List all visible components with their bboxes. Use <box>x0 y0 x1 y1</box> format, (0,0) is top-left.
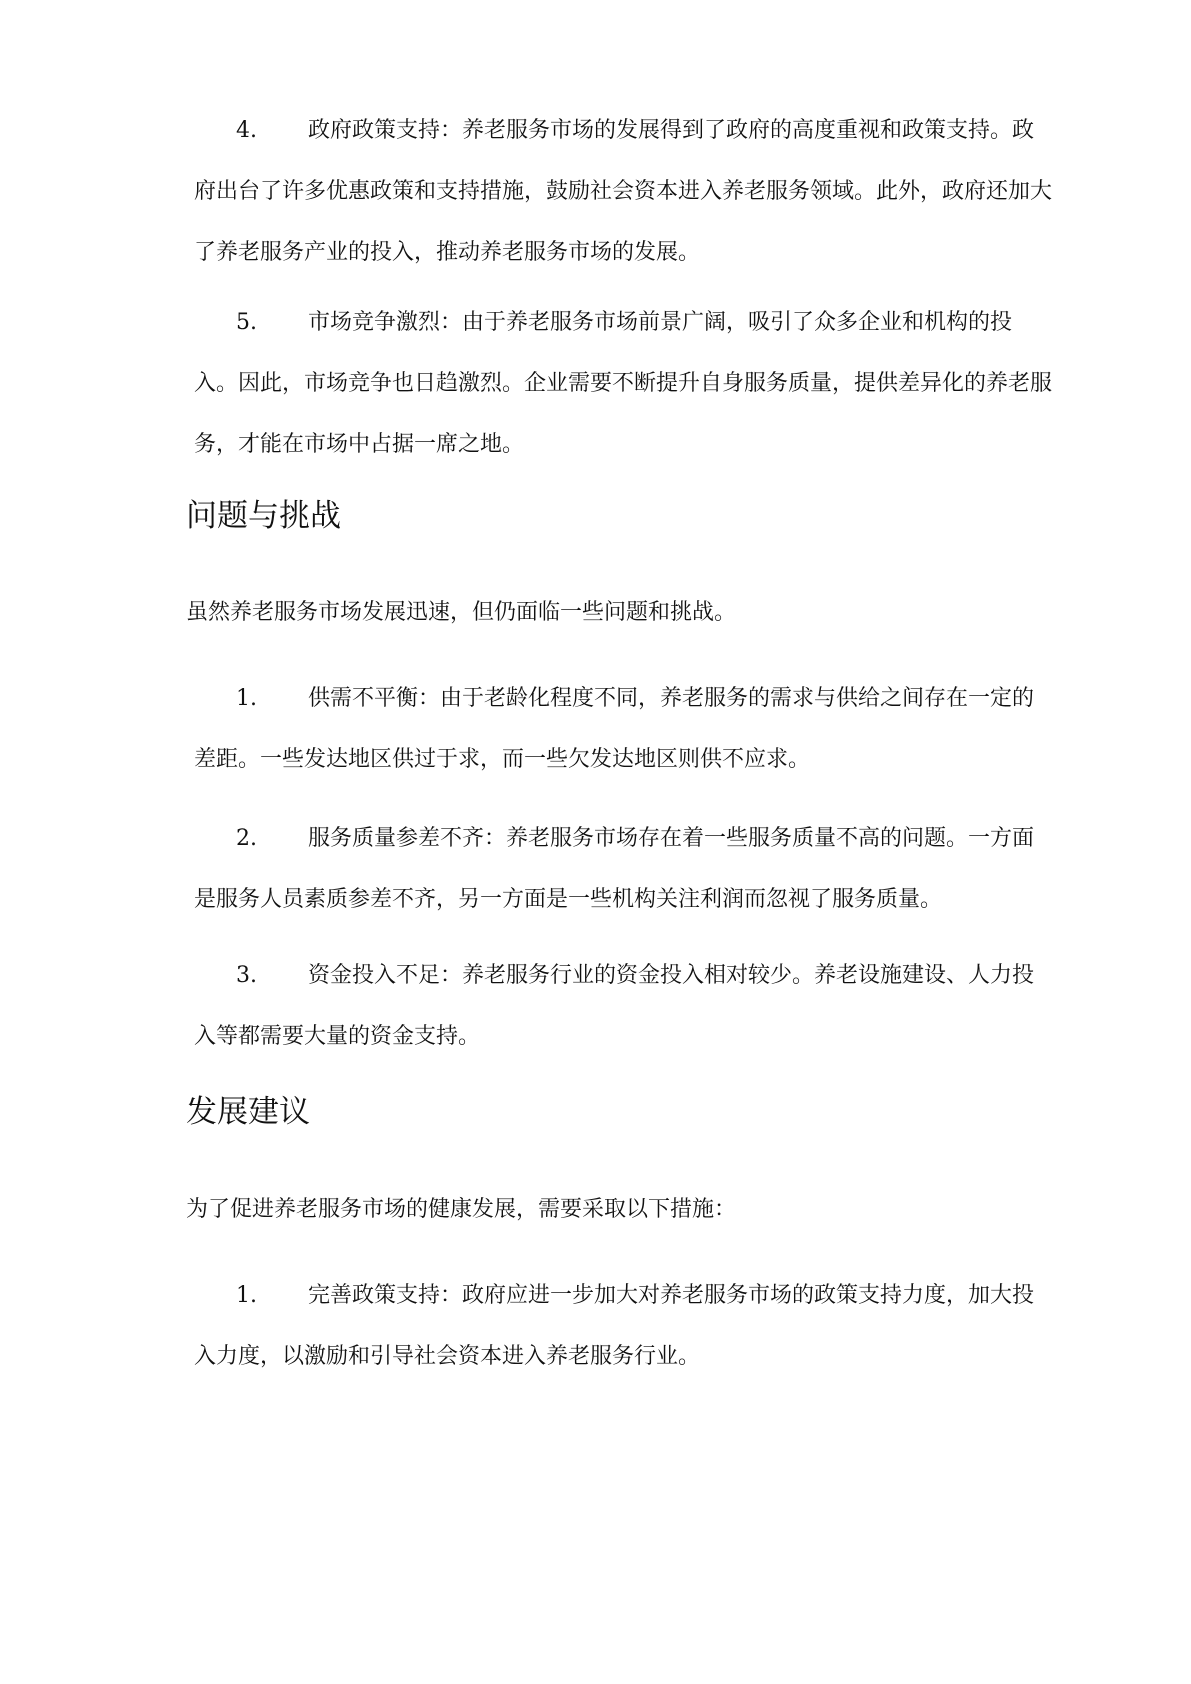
list-number: 2. <box>236 826 257 851</box>
list-number: 3. <box>236 963 257 988</box>
list-text: 资金投入不足：养老服务行业的资金投入相对较少。养老设施建设、人力投入等都需要大量的资金支持。 <box>194 963 1035 1049</box>
list-item <box>194 945 1054 1067</box>
list-text: 完善政策支持：政府应进一步加大对养老服务市场的政策支持力度，加大投入力度，以激励和引导社会资本进入养老服务行业。 <box>194 1283 1035 1369</box>
section-heading-problems: 问题与挑战 <box>186 498 341 534</box>
section-intro-suggestions: 为了促进养老服务市场的健康发展，需要采取以下措施： <box>186 1197 737 1222</box>
list-item <box>194 100 1054 283</box>
section-heading-suggestions: 发展建议 <box>186 1094 310 1130</box>
list-number: 1. <box>236 1283 257 1308</box>
list-item <box>194 668 1054 790</box>
list-number: 5. <box>236 310 257 335</box>
section-intro-problems: 虽然养老服务市场发展迅速，但仍面临一些问题和挑战。 <box>186 600 737 625</box>
list-text: 政府政策支持：养老服务市场的发展得到了政府的高度重视和政策支持。政府出台了许多优惠政策和支持措施，鼓励社会资本进入养老服务领域。此外，政府还加大了养老服务产业的投入，推动养老服务市场的发展。 <box>194 118 1053 265</box>
list-text: 市场竞争激烈：由于养老服务市场前景广阔，吸引了众多企业和机构的投入。因此，市场竞争也日趋激烈。企业需要不断提升自身服务质量，提供差异化的养老服务，才能在市场中占据一席之地。 <box>194 310 1053 457</box>
list-item <box>194 1265 1054 1387</box>
list-number: 1. <box>236 686 257 711</box>
list-number: 4. <box>236 118 257 143</box>
list-text: 供需不平衡：由于老龄化程度不同，养老服务的需求与供给之间存在一定的差距。一些发达地区供过于求，而一些欠发达地区则供不应求。 <box>194 686 1035 772</box>
list-text: 服务质量参差不齐：养老服务市场存在着一些服务质量不高的问题。一方面是服务人员素质参差不齐，另一方面是一些机构关注利润而忽视了服务质量。 <box>194 826 1035 912</box>
list-item <box>194 808 1054 930</box>
list-item <box>194 292 1054 475</box>
